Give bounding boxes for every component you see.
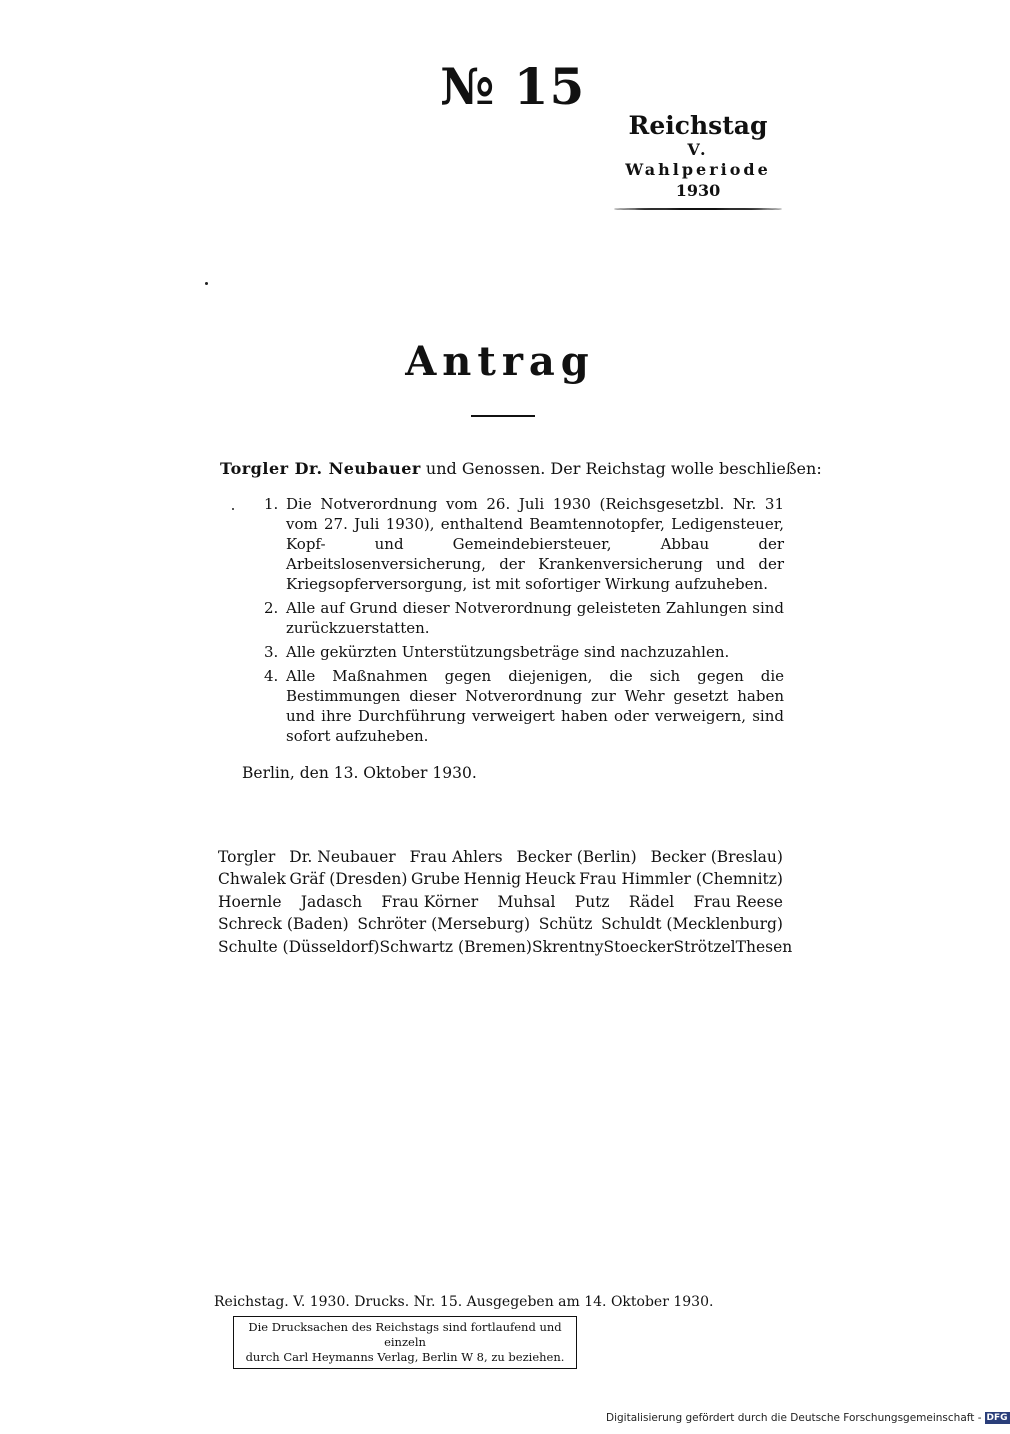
signatory: Becker (Breslau): [650, 848, 783, 866]
signatory: Gräf (Dresden): [289, 870, 408, 889]
signatory: Heuck: [524, 870, 576, 889]
signatory: Hoernle: [218, 892, 282, 911]
signatory: Muhsal: [497, 892, 556, 911]
signatory: Dr. Neubauer: [289, 848, 396, 866]
motion-proposers: Torgler Dr. Neubauer: [220, 459, 421, 478]
stamp-period: V. Wahlperiode: [625, 139, 771, 180]
place-date: Berlin, den 13. Oktober 1930.: [242, 764, 477, 782]
signatory: Thesen: [735, 937, 793, 956]
document-title: Antrag: [405, 338, 595, 385]
signatory-row: [218, 868, 783, 890]
signatory: Schulte (Düsseldorf): [218, 937, 380, 956]
document-number: № 15: [440, 57, 586, 116]
notice-line: Die Drucksachen des Reichstags sind fortlaufend und einzeln: [248, 1320, 562, 1349]
signatory: Frau Körner: [381, 892, 479, 911]
signatory: Frau Ahlers: [409, 848, 503, 866]
list-item: [264, 598, 784, 638]
stamp-year: 1930: [675, 181, 721, 201]
signatory: Rädel: [628, 892, 675, 911]
item-text: Alle Maßnahmen gegen diejenigen, die sich gegen die Bestimmungen dieser Notverordnung zur Wehr gesetzt haben und ihre Durchführung verweigert haben oder verweigern, sind sofort aufzuheben.: [286, 667, 784, 745]
signatory-row: [218, 913, 783, 935]
digitization-credit: [606, 1412, 1010, 1424]
signatory-row: [218, 936, 793, 958]
signatory: Chwalek: [218, 870, 286, 889]
motion-intro: [220, 456, 822, 482]
signatory-row: [218, 846, 783, 868]
list-item: [264, 642, 784, 662]
signatory: Schuldt (Mecklenburg): [601, 915, 783, 934]
signatory: Putz: [574, 892, 610, 911]
signatory: Jadasch: [300, 892, 363, 911]
stamp-underline: [614, 208, 782, 210]
dfg-logo-icon: DFG: [986, 1413, 1008, 1423]
signatory-row: [218, 891, 783, 913]
signatory: Schreck (Baden): [218, 915, 349, 934]
item-text: Alle gekürzten Unterstützungsbeträge sind nachzuzahlen.: [286, 643, 730, 661]
signatory: Frau Reese: [693, 892, 783, 911]
notice-line: durch Carl Heymanns Verlag, Berlin W 8, zu beziehen.: [245, 1350, 565, 1364]
signatory: Skrentny: [531, 937, 604, 956]
signatories: [218, 846, 793, 958]
signatory: Schwartz (Bremen): [379, 937, 532, 956]
distribution-notice: [233, 1316, 577, 1369]
signatory: Schütz: [538, 915, 593, 934]
item-number: 1.: [264, 495, 279, 513]
speck: [232, 508, 234, 510]
signatory: Frau Himmler (Chemnitz): [579, 870, 783, 889]
item-number: 3.: [264, 643, 279, 661]
item-text: Die Notverordnung vom 26. Juli 1930 (Reichsgesetzbl. Nr. 31 vom 27. Juli 1930), enthaltend Beamtennotopfer, Ledigensteuer, Kopf- und Gemeindebiersteuer, Abbau der Arbeitslosenversicherung, der Krankenversicherung und der Kriegsopferversorgung, ist mit sofortiger Wirkung aufzuheben.: [286, 495, 784, 593]
print-footer: Reichstag. V. 1930. Drucks. Nr. 15. Ausgegeben am 14. Oktober 1930.: [214, 1294, 714, 1310]
item-number: 2.: [264, 599, 279, 617]
signatory: Stoecker: [603, 937, 674, 956]
item-text: Alle auf Grund dieser Notverordnung geleisteten Zahlungen sind zurückzuerstatten.: [286, 599, 784, 637]
signatory: Hennig: [463, 870, 522, 889]
signatory: Torgler: [218, 848, 276, 866]
signatory: Grube: [411, 870, 460, 889]
reichstag-stamp: [612, 112, 784, 210]
motion-items: [264, 494, 784, 750]
signatory: Schröter (Merseburg): [357, 915, 531, 934]
signatory: Becker (Berlin): [516, 848, 637, 866]
credit-text: Digitalisierung gefördert durch die Deutsche Forschungsgemeinschaft -: [606, 1412, 982, 1424]
stamp-institution: Reichstag: [628, 111, 768, 140]
list-item: [264, 666, 784, 746]
title-divider: [471, 415, 535, 417]
list-item: [264, 494, 784, 594]
motion-intro-text: und Genossen. Der Reichstag wolle beschließen:: [425, 459, 822, 478]
signatory: Strötzel: [673, 937, 736, 956]
item-number: 4.: [264, 667, 279, 685]
speck: [205, 282, 208, 285]
